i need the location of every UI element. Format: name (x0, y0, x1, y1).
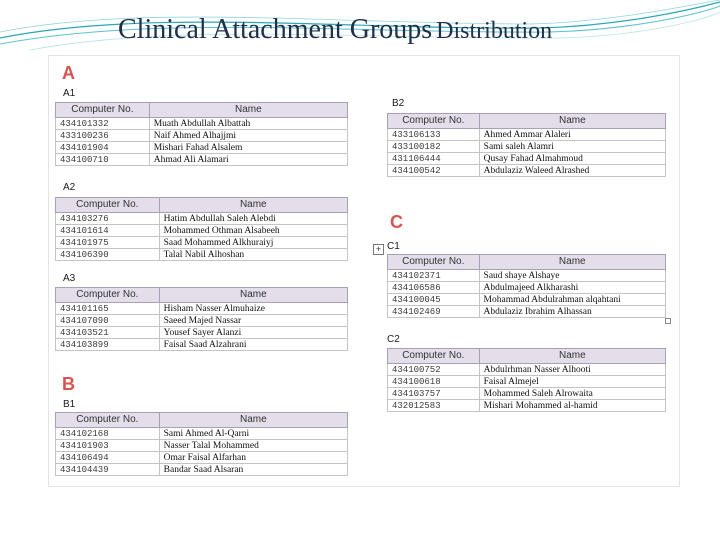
table-row (388, 400, 666, 412)
name-cell: Bandar Saad Alsaran (159, 464, 347, 476)
name-cell: Hatim Abdullah Saleh Alebdi (159, 213, 347, 225)
name-cell: Mohammed Othman Alsabeeh (159, 225, 347, 237)
table-row (388, 364, 666, 376)
name-cell: Ahmad Ali Alamari (149, 154, 347, 166)
name-cell: Nasser Talal Mohammed (159, 440, 347, 452)
table-header-row (56, 413, 348, 428)
table-row (56, 249, 348, 261)
name-cell: Saeed Majed Nassar (159, 315, 347, 327)
computer-no-cell: 434100710 (56, 154, 150, 166)
name-cell: Hisham Nasser Almuhaize (159, 303, 347, 315)
group-label-a2: A2 (63, 182, 76, 193)
computer-no-cell: 434103276 (56, 213, 160, 225)
table-row (388, 376, 666, 388)
header-computer-no: Computer No. (388, 349, 480, 364)
computer-no-cell: 434101165 (56, 303, 160, 315)
computer-no-cell: 434102469 (388, 306, 480, 318)
name-cell: Abdulmajeed Alkharashi (479, 282, 665, 294)
computer-no-cell: 434101904 (56, 142, 150, 154)
group-label-c2: C2 (387, 334, 400, 345)
group-table-c2 (387, 348, 666, 412)
computer-no-cell: 433100182 (388, 141, 480, 153)
computer-no-cell: 434101332 (56, 118, 150, 130)
name-cell: Faisal Almejel (479, 376, 665, 388)
computer-no-cell: 431106444 (388, 153, 480, 165)
computer-no-cell: 434106390 (56, 249, 160, 261)
section-letter-c: C (390, 212, 403, 232)
table-header-row (56, 103, 348, 118)
table-row (56, 428, 348, 440)
header-computer-no: Computer No. (388, 255, 480, 270)
computer-no-cell: 433100236 (56, 130, 150, 142)
computer-no-cell: 434102168 (56, 428, 160, 440)
table-row (56, 237, 348, 249)
computer-no-cell: 434107090 (56, 315, 160, 327)
table-header-row (56, 288, 348, 303)
table-header-row (56, 198, 348, 213)
computer-no-cell: 432012583 (388, 400, 480, 412)
table-row (388, 165, 666, 177)
header-name: Name (479, 255, 665, 270)
computer-no-cell: 434103899 (56, 339, 160, 351)
table-row (56, 303, 348, 315)
group-table-b2 (387, 113, 666, 177)
name-cell: Abdulrhman Nasser Alhooti (479, 364, 665, 376)
header-computer-no: Computer No. (56, 288, 160, 303)
name-cell: Omar Faisal Alfarhan (159, 452, 347, 464)
table-row (56, 225, 348, 237)
name-cell: Mishari Mohammed al-hamid (479, 400, 665, 412)
section-letter-a: A (62, 63, 75, 83)
table-row (56, 142, 348, 154)
table-row (388, 388, 666, 400)
name-cell: Saud shaye Alshaye (479, 270, 665, 282)
name-cell: Mishari Fahad Alsalem (149, 142, 347, 154)
header-computer-no: Computer No. (56, 198, 160, 213)
group-table-a3 (55, 287, 348, 351)
computer-no-cell: 434101614 (56, 225, 160, 237)
header-name: Name (159, 413, 347, 428)
computer-no-cell: 434104439 (56, 464, 160, 476)
name-cell: Talal Nabil Alhoshan (159, 249, 347, 261)
name-cell: Muath Abdullah Albattah (149, 118, 347, 130)
table-row (56, 118, 348, 130)
computer-no-cell: 434101975 (56, 237, 160, 249)
name-cell: Sami saleh Alamri (479, 141, 665, 153)
computer-no-cell: 434106586 (388, 282, 480, 294)
name-cell: Mohammed Saleh Alrowaita (479, 388, 665, 400)
group-label-a3: A3 (63, 273, 76, 284)
table-row (56, 339, 348, 351)
table-row (56, 464, 348, 476)
computer-no-cell: 434100618 (388, 376, 480, 388)
name-cell: Qusay Fahad Almahmoud (479, 153, 665, 165)
header-name: Name (479, 114, 665, 129)
table-header-row (388, 349, 666, 364)
computer-no-cell: 434100542 (388, 165, 480, 177)
table-row (56, 327, 348, 339)
computer-no-cell: 434103521 (56, 327, 160, 339)
header-name: Name (159, 198, 347, 213)
computer-no-cell: 434106494 (56, 452, 160, 464)
group-table-c1 (387, 254, 666, 318)
table-row (388, 282, 666, 294)
group-table-b1 (55, 412, 348, 476)
table-row (388, 294, 666, 306)
table-row (56, 440, 348, 452)
move-handle-icon[interactable]: + (373, 244, 384, 255)
table-row (56, 213, 348, 225)
header-name: Name (149, 103, 347, 118)
computer-no-cell: 433106133 (388, 129, 480, 141)
resize-handle-icon[interactable] (665, 318, 671, 324)
header-computer-no: Computer No. (56, 413, 160, 428)
table-row (56, 130, 348, 142)
table-row (388, 153, 666, 165)
table-row (388, 129, 666, 141)
title-main: Clinical Attachment Groups (118, 14, 433, 45)
table-row (388, 270, 666, 282)
computer-no-cell: 434103757 (388, 388, 480, 400)
group-label-c1: C1 (387, 241, 400, 252)
computer-no-cell: 434100752 (388, 364, 480, 376)
name-cell: Ahmed Ammar Alaleri (479, 129, 665, 141)
name-cell: Saad Mohammed Alkhuraiyj (159, 237, 347, 249)
name-cell: Sami Ahmed Al-Qarni (159, 428, 347, 440)
slide-title (118, 14, 552, 46)
group-label-a1: A1 (63, 88, 76, 99)
computer-no-cell: 434101903 (56, 440, 160, 452)
name-cell: Mohammad Abdulrahman alqahtani (479, 294, 665, 306)
group-label-b2: B2 (392, 98, 405, 109)
header-computer-no: Computer No. (56, 103, 150, 118)
name-cell: Naif Ahmed Alhajjmi (149, 130, 347, 142)
table-row (388, 306, 666, 318)
group-table-a1 (55, 102, 348, 166)
table-row (56, 315, 348, 327)
header-name: Name (159, 288, 347, 303)
header-computer-no: Computer No. (388, 114, 480, 129)
section-letter-b: B (62, 374, 75, 394)
group-label-b1: B1 (63, 399, 76, 410)
table-row (56, 452, 348, 464)
table-header-row (388, 114, 666, 129)
name-cell: Abdulaziz Ibrahim Alhassan (479, 306, 665, 318)
group-table-a2 (55, 197, 348, 261)
name-cell: Faisal Saad Alzahrani (159, 339, 347, 351)
title-suffix: Distribution (436, 18, 553, 44)
name-cell: Abdulaziz Waleed Alrashed (479, 165, 665, 177)
computer-no-cell: 434102371 (388, 270, 480, 282)
computer-no-cell: 434100045 (388, 294, 480, 306)
name-cell: Yousef Sayer Alanzi (159, 327, 347, 339)
header-name: Name (479, 349, 665, 364)
table-row (388, 141, 666, 153)
table-row (56, 154, 348, 166)
table-header-row (388, 255, 666, 270)
